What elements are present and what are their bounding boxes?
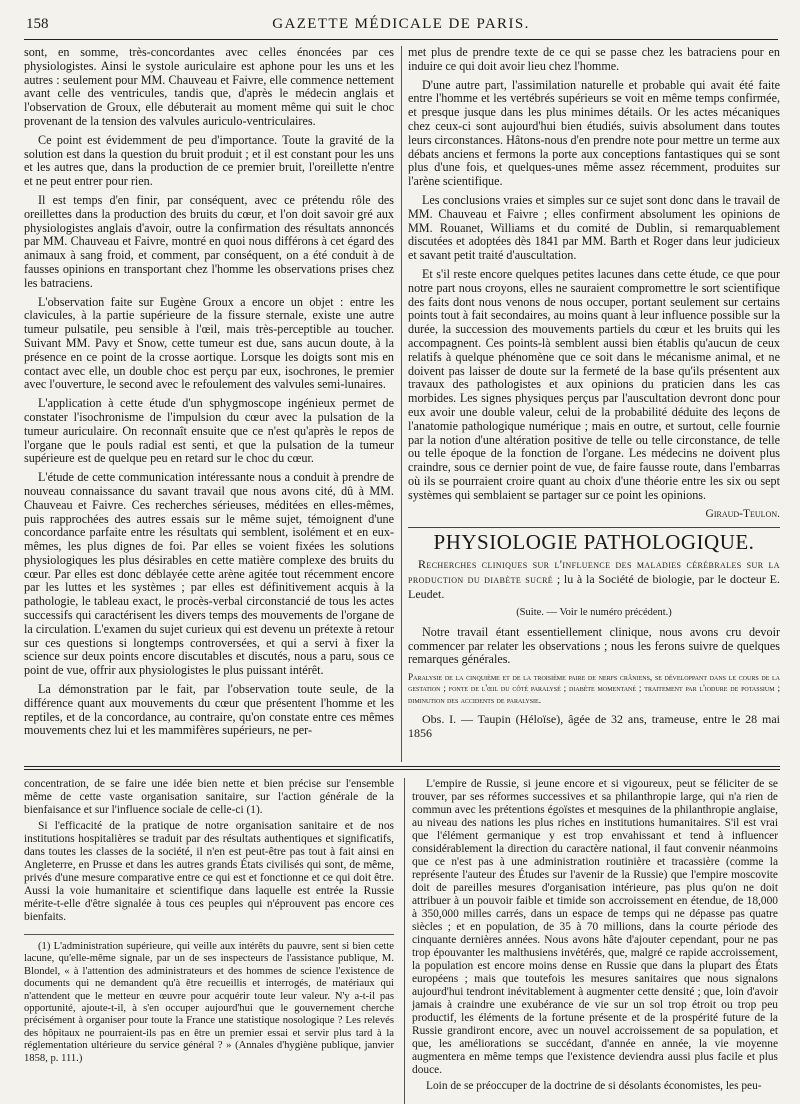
intro-paragraph: Notre travail étant essentiellement clinique, nous avons cru devoir commencer par relater les observations ; nous les ferons suivre de quelques remarques générales.: [408, 624, 780, 667]
paragraph: Si l'efficacité de la pratique de notre organisation sanitaire et de nos institutions hospitalières se traduit par des résultats authentiques et significatifs, dans toutes les classes de la société, il n'en est peut-être pas tout à fait ainsi en Angleterre, en Prusse et dans les autres grands États civilisés qui sont, de même, privés d'une mesure comparative entre ce qui est et fonctionne et ce qui doit être. Aussi la voie humanitaire et scientifique dans laquelle est entrée la Russie mérite-t-elle d'être signalée à tous ces peuples qui n'éprouvent pas encore ces bienfaits.: [24, 820, 394, 923]
feuilleton-area: [24, 778, 780, 1104]
article-title-caps: Recherches cliniques sur l'influence des maladies cérébrales sur la production du diabète sucré: [408, 557, 780, 587]
feuilleton-separator: [24, 766, 780, 770]
footnote-rule: [24, 934, 394, 935]
lower-left-column: [24, 778, 394, 1068]
paragraph: L'application à cette étude d'un sphygmoscope ingénieux permet de constater l'isochronisme de l'impulsion du cœur avec la pulsation de la tumeur auriculaire. On reconnaît ensuite que ce n'est qu'après le repos de l'organe que le pouls radial est senti, et que la pulsation de la tumeur supérieure est de quelque peu en retard sur le choc du cœur.: [24, 396, 394, 466]
main-article-area: [24, 46, 780, 762]
section-rule: [408, 527, 780, 528]
paragraph: L'observation faite sur Eugène Groux a encore un objet : entre les clavicules, à la partie supérieure de la fissure sternale, existe une autre tumeur pulsatile, peu sensible à l'œil, mais très-perceptible au toucher. Suivant MM. Pavy et Snow, cette tumeur est due, sans aucun doute, à la présence en ce point de la crosse aortique. Lorsque les doigts sont mis en contact avec elle, un double choc est perçu par eux, isochrones, le premier avec l'ouverture, le second avec le refoulement des valvules semi-lunaires.: [24, 294, 394, 392]
subsection-title: Paralysie de la cinquième et de la troisième paire de nerfs crâniens, se développant dans le cours de la gestation ; fonte de l'œil du côté paralysé ; diabète momentané ; traitement par l'iodure de potassium ; diminution des accidents de paralysie.: [408, 672, 780, 705]
paragraph: sont, en somme, très-concordantes avec celles énoncées par ces physiologistes. Ainsi le systole auriculaire est aphone pour les uns et les autres : seulement pour MM. Chauveau et Faivre, elle commence nettement avant celle des ventricules, tandis que, d'après le médecin anglais et l'observation de Groux, elle débuterait au moment même qui suit le choc provenant de la tension des valvules auriculo-ventriculaires.: [24, 45, 394, 128]
paragraph: D'une autre part, l'assimilation naturelle et probable qui avait été faite entre l'homme et les vertébrés supérieurs se voit en même temps confirmée, et presque jusque dans les plus minimes détails. Or les actes mécaniques chez ceux-ci sont aujourd'hui bien étudiés, suivis absolument dans toutes leurs circonstances. Hâtons-nous d'en prendre note pour mettre un terme aux débats anciens et fermons la porte aux conceptions fantastiques qui se sont plus d'une fois, et quelques-unes même assez récemment, produites sur l'arène scientifique.: [408, 77, 781, 189]
observation-line: Obs. I. — Taupin (Héloïse), âgée de 32 ans, trameuse, entre le 28 mai 1856: [408, 711, 780, 740]
lower-right-column: [412, 778, 778, 1096]
page-number: 158: [26, 16, 49, 32]
paragraph: L'étude de cette communication intéressante nous a conduit à prendre de nouveau connaissance du savant travail que nous avons cité, dû à MM. Chauveau et Faivre. Ces recherches sérieuses, méditées en elles-mêmes, puis rapprochées des autres essais sur le même sujet, témoignent d'une concordance parfaite entre les résultats qui semblent, isolément et en eux-mêmes, les plus dignes de foi. Par elles se voient fixées les solutions physiologiques les plus désirables en cette matière complexe des bruits du cœur. Par elles est donc déblayée cette arène agitée tout récemment encore par les luttes et les systèmes ; par elles est définitivement acquis à la pathologie, le tableau exact, le procès-verbal circonstancié de tous les actes successifs qui caractérisent les divers temps des mouvements de l'organe de la circulation. L'examen du sujet curieux qui est devenu un prétexte à retour sur ces questions si longtemps controversées, et qui a servi à fixer la science sur deux points encore discutables et discutés, nous a paru, sous ce point de vue, offrir aux physiologistes le plus puissant intérêt.: [24, 470, 394, 678]
paragraph: L'empire de Russie, si jeune encore et si vigoureux, peut se féliciter de se trouver, par ses réformes successives et sa philanthropie large, qui n'a rien de commun avec les prétentions égoïstes et mesquines de la philanthropie anglaise, au niveau des nations les plus riches en institutions humanitaires. S'il est vrai que l'élément germanique y est trop envahissant et tend à influencer considérablement la direction du caractère national, il faut convenir néanmoins que ce n'est pas à une administration routinière et tracassière (comme la représente l'auteur des Études sur l'avenir de la Russie) que l'empire moscovite doit de pareilles mesures d'organisation intérieure, pas plus qu'on ne doit attribuer à un pouvoir faible et timide son accroissement en étendue, de 18,000 à 350,000 milles carrés, dans un espace de temps qui ne dépasse pas quatre siècles ; et en population, de 35 à 70 millions, dans la courte période des cinquante dernières années. Nous avons hâte d'ajouter cependant, pour ne pas trop épouvanter les malthusiens invétérés, que, malgré ce rapide accroissement, la population est encore moins dense en Russie que dans la plupart des États européens ; mais que toutefois les mesures sanitaires que nous signalons aujourd'hui tendront inévitablement à augmenter cette densité ; que, loin d'avoir jamais à craindre une exubérance de vie sur un sol trop étroit ou trop peu productif, les éléments de la fortune présente et de la prospérité future de la Russie grandiront encore, avec un nouvel accroissement de sa population, et que, les améliorations se succédant, d'année en année, la vie moyenne augmentera en même temps que l'existence deviendra aussi plus facile et plus douce.: [412, 778, 778, 1076]
column-divider: [401, 46, 402, 762]
paragraph: met plus de prendre texte de ce qui se passe chez les batraciens pour en induire ce qui doit avoir lieu chez l'homme.: [408, 45, 780, 73]
right-column: [408, 46, 780, 745]
paragraph: La démonstration par le fait, par l'observation toute seule, de la différence quant aux mouvements du cœur que présentent l'homme et les reptiles, et de la concordance, au contraire, qu'on constate entre ces mêmes mouvements chez lui et les mammifères supérieurs, ne per-: [24, 682, 394, 738]
paragraph: Et s'il reste encore quelques petites lacunes dans cette étude, ce que pour notre part nous croyons, elles ne sauraient compromettre le sort scientifique des faits dont nous venons de nous occuper, portant seulement sur certains points tout à fait secondaires, au moins quant à leur influence possible sur la durée, la succession des mouvements partiels du cœur et les bruits qui les accompagnent. Ces points-là semblent aussi bien établis qu'aucun de ceux relatifs à quelque phénomène que ce soit dans le mécanisme animal, et ne doivent pas laisser de doute sur la fermeté de la base qu'ils présentent aux travaux des pathologistes et aux opinions du praticien dans les cas morbides. Les signes physiques perçus par l'auscultation devront donc pour eux avoir une double valeur, celui de la probabilité déduite des leçons de l'anatomie pathologique numérique ; mais en outre, et surtout, celle fournie par la notion d'une altération positive de telle ou telle circonstance, de telle ou telle époque de la fonction de l'organe. Les médecins ne doivent plus craindre, sous ce dernier point de vue, de faire fausse route, dans l'embarras où ils se pourraient croire quant au choix d'une théorie entre les six ou sept systèmes qui semblaient se partager sur ce point les opinions.: [408, 266, 780, 502]
continuation-note: (Suite. — Voir le numéro précédent.): [516, 607, 672, 619]
page-header: [24, 14, 778, 40]
article-title: [408, 557, 780, 602]
section-heading: PHYSIOLOGIE PATHOLOGIQUE.: [433, 530, 755, 555]
article-title-rest: ; lu à la Société de biologie, par le docteur E. Leudet.: [408, 572, 780, 602]
paragraph: Loin de se préoccuper de la doctrine de si désolants économistes, les peu-: [426, 1080, 762, 1092]
author-signature: Giraud-Teulon.: [705, 507, 780, 520]
paragraph: Les conclusions vraies et simples sur ce sujet sont donc dans le travail de MM. Chauveau et Faivre ; elles confirment absolument les opinions de MM. Rouanet, Williams et du comité de Dublin, si remarquablement discutées et adoptées dès 1841 par MM. Barth et Roger dans leur judicieux et savant petit traité d'auscultation.: [408, 192, 780, 263]
column-divider: [404, 778, 405, 1104]
left-column: [24, 46, 394, 743]
paragraph: Il est temps d'en finir, par conséquent, avec ce prétendu rôle des oreillettes dans la production des bruits du cœur, et l'on doit savoir gré aux physiologistes anglais d'avoir, outre la confirmation des résultats annoncés par MM. Chauveau et Faivre, montré en quoi nous différons à cet égard des animaux à sang froid, et comment, par conséquent, on a été conduit à de fausses opinions en transportant chez l'homme les observations prises chez les batraciens.: [24, 192, 394, 290]
paragraph: concentration, de se faire une idée bien nette et bien précise sur l'ensemble même de cette vaste organisation sanitaire, sur l'action générale de la bienfaisance et sur l'influence sociale de celle-ci (1).: [24, 778, 394, 816]
paragraph: Ce point est évidemment de peu d'importance. Toute la gravité de la solution est dans la question du bruit produit ; et il est constant pour les uns et les autres que, dans la production de ce premier bruit, l'oreillette n'entre et ne peut entrer pour rien.: [24, 132, 394, 189]
journal-title: GAZETTE MÉDICALE DE PARIS.: [272, 16, 530, 32]
footnote: (1) L'administration supérieure, qui veille aux intérêts du pauvre, sent si bien cette lacune, qu'elle-même signale, par un de ses inspecteurs de l'assistance publique, M. Blondel, « à l'attention des administrateurs et des hommes de science l'existence de documents qui ne demandent qu'à être recueillis et interrogés, de matériaux qui n'attendent que le metteur en œuvre pour acquérir toute leur valeur. N'y a-t-il pas opportunité, ajoute-t-il, à s'en occuper aujourd'hui que le gouvernement cherche précisément à organiser pour toute la France une statistique nosologique ? Les relevés des hôpitaux ne pourraient-ils pas en être un premier essai et servir plus tard à la réglementation ultérieure du service général ? » (Annales d'hygiène publique, janvier 1858, p. 111.): [24, 941, 394, 1064]
